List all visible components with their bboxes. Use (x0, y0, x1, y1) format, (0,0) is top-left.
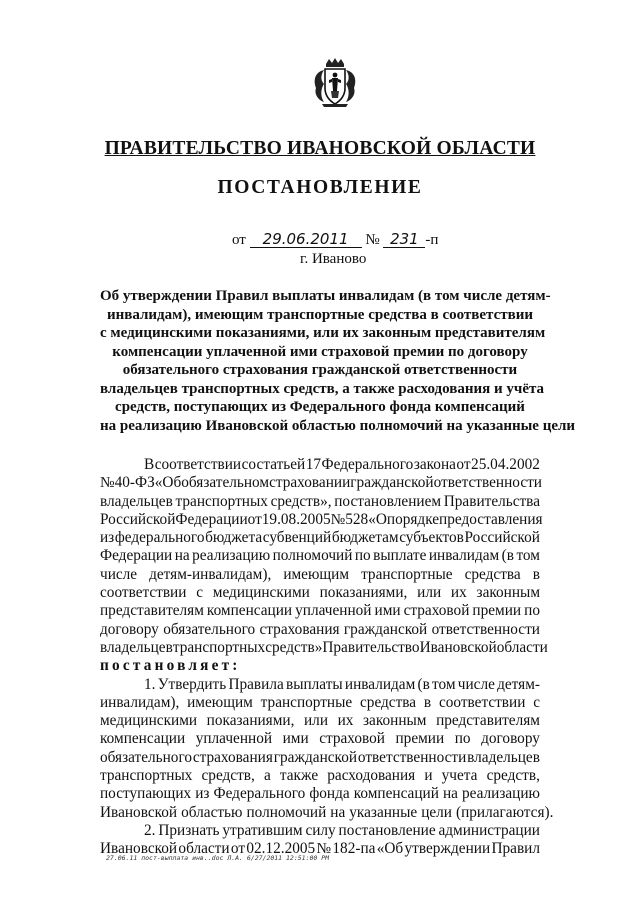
word: на (174, 547, 190, 565)
word: медицинскими (100, 712, 198, 730)
word: постановлением (334, 492, 442, 510)
word: закона (413, 456, 456, 473)
word: также (279, 767, 319, 785)
word: фонда (309, 785, 350, 803)
word: (прилагаются). (455, 803, 554, 821)
word: бюджета (205, 529, 263, 547)
word: Правительства (443, 492, 540, 510)
word: транспортных (175, 492, 268, 510)
preamble-line (100, 602, 540, 620)
word: 25.04.2002 (471, 456, 540, 473)
word: инвалидам (344, 675, 416, 693)
heading-line: инвалидам), имеющим транспортные средства в соответствии (106, 306, 534, 323)
word: представителям (100, 602, 204, 620)
word: с (533, 693, 540, 711)
word: Ивановской (419, 638, 497, 656)
word: ответственности (433, 474, 542, 492)
word: Федерации (100, 547, 173, 565)
word: имеющим (283, 565, 350, 583)
word: владельцев (100, 492, 173, 510)
document-number: 231 (383, 232, 425, 248)
word: инвалидам (428, 547, 500, 565)
heading-line: Об утверждении Правил выплаты инвалидам (в том числе детям- (100, 288, 551, 304)
word: страховании (269, 474, 351, 492)
word: гражданской (343, 620, 428, 638)
word: или (304, 712, 329, 730)
word: премии (395, 730, 445, 748)
word: показаниями, (206, 712, 295, 730)
government-title: ПРАВИТЕЛЬСТВО ИВАНОВСКОЙ ОБЛАСТИ (104, 138, 536, 159)
word: (в (501, 547, 514, 565)
city: г. Иваново (300, 251, 367, 267)
word: 528 (345, 510, 369, 528)
word: средств, (201, 767, 255, 785)
word: статьей (256, 456, 306, 473)
word: на (442, 785, 458, 803)
word: (в (417, 675, 430, 693)
word: цели (421, 803, 452, 821)
word: Утвердить (157, 675, 227, 693)
word: владельцев (467, 748, 540, 766)
preamble-line (100, 510, 543, 529)
preamble-line (100, 621, 540, 639)
word: субвенций (262, 529, 332, 547)
word: ответственности (357, 748, 467, 766)
word: выплаты (285, 675, 343, 693)
word: Признать (158, 821, 220, 839)
word: а (263, 767, 271, 785)
word: в (423, 693, 432, 711)
word: 19.08.2005 (261, 510, 331, 528)
number-suffix: -п (425, 232, 439, 248)
item1-line (100, 676, 540, 694)
heading-line: на реализацию Ивановской областью полномочий на указанные цели (100, 417, 576, 434)
item1-line (100, 749, 540, 767)
word: гражданской (273, 748, 358, 766)
item1-line (100, 785, 540, 803)
decree-word: постановляет: (100, 657, 241, 675)
word: выплате (373, 547, 427, 565)
date-number-line (232, 232, 438, 249)
word: области (496, 638, 548, 656)
item1-line (100, 730, 540, 748)
word: от (230, 840, 246, 858)
word: силу (305, 821, 336, 839)
word: уплаченной (295, 602, 372, 620)
word: том (516, 547, 540, 565)
heading-line: обязательного страхования гражданской ответственности (122, 362, 518, 378)
word: из (100, 529, 115, 547)
word: «О (368, 510, 387, 528)
heading-line: компенсации уплаченной ими страховой премии по договору (112, 343, 528, 360)
word: ими (374, 602, 401, 620)
word: числе (457, 675, 495, 693)
heading-line: с медицинскими показаниями, или их законным представителям (100, 325, 546, 341)
word: соответствии (154, 456, 242, 473)
word: № (316, 840, 332, 858)
word: ответственности (431, 620, 540, 638)
word: 1. (144, 675, 156, 693)
word: компенсации (100, 730, 186, 748)
word: и (424, 767, 433, 785)
word: уплаченной (195, 730, 273, 748)
word: предоставления (439, 510, 543, 528)
preamble-line (100, 493, 540, 511)
heading-line: средств, поступающих из Федерального фонда компенсаций (115, 399, 525, 415)
word: средств», (270, 492, 332, 510)
word: № (330, 510, 346, 528)
document-heading (100, 287, 576, 435)
word: обязательного (163, 620, 256, 638)
word: страховой (403, 602, 470, 620)
heading-line: владельцев транспортных средств, а также расходования и учёта (100, 380, 545, 397)
word: № (100, 474, 115, 492)
coat-of-arms-icon (312, 58, 358, 108)
word: области (178, 840, 230, 858)
word: поступающих (100, 785, 192, 803)
preamble-line (100, 584, 540, 602)
preamble-line (100, 456, 540, 474)
word: порядке (386, 510, 440, 528)
word: от (456, 456, 471, 473)
word: утратившим (222, 821, 303, 839)
word: их (450, 584, 467, 602)
word: Правил (491, 840, 540, 858)
word: средств, (486, 767, 540, 785)
word: «Об (376, 840, 404, 858)
word: соответствии (100, 584, 187, 602)
item1-line (100, 712, 540, 730)
word: Ивановской (100, 840, 178, 858)
preamble-line (100, 547, 540, 565)
word: средств» (265, 638, 323, 656)
preamble-line (100, 529, 540, 547)
preamble-line (100, 638, 548, 657)
word: инвалидам), (100, 693, 180, 711)
word: компенсации (206, 602, 293, 620)
item1-line (100, 767, 540, 785)
word: ими (282, 730, 309, 748)
word: Правила (228, 675, 284, 693)
word: страхования (259, 620, 340, 638)
word: 02.12.2005 (246, 840, 316, 858)
word: расходования (327, 767, 416, 785)
word: обязательном (181, 474, 270, 492)
word: Правительство (322, 638, 420, 656)
word: транспортные (361, 565, 453, 583)
word: гражданской (350, 474, 434, 492)
date-prefix: от (232, 232, 246, 248)
file-footer: 27.06.11 пост-выплата инв..doc Л.А. 6/27/2011 12:51:00 PM (106, 854, 330, 862)
word: законным (363, 712, 427, 730)
item1-line (100, 803, 554, 822)
word: с (196, 584, 203, 602)
word: утверждении (404, 840, 491, 858)
word: владельцев (100, 638, 173, 656)
word: средства (360, 693, 417, 711)
word: премии (472, 602, 522, 620)
item1-line (100, 694, 540, 712)
word: или (417, 584, 442, 602)
word: областью (181, 803, 243, 821)
word: транспортные (260, 693, 353, 711)
word: соответствии (438, 693, 526, 711)
word: транспортных (172, 638, 266, 656)
word: указанные (349, 803, 418, 821)
word: Ивановской (100, 803, 178, 821)
item2-line (100, 822, 540, 840)
word: компенсаций (353, 785, 439, 803)
word: имеющим (187, 693, 253, 711)
word: полномочий (246, 803, 327, 821)
word: показаниями, (319, 584, 408, 602)
word: страхования (192, 748, 273, 766)
word: по (454, 730, 471, 748)
word: детям- (497, 675, 540, 693)
word: реализацию (192, 547, 271, 565)
body-text (100, 456, 554, 859)
word: по (354, 547, 371, 565)
word: детям-инвалидам), (149, 565, 272, 583)
word: реализацию (461, 785, 540, 803)
word: постановление (338, 821, 436, 839)
preamble-line (100, 474, 540, 492)
document-type: ПОСТАНОВЛЕНИЕ (217, 177, 423, 198)
word: 40-ФЗ (114, 474, 155, 492)
word: Федерального (321, 456, 414, 473)
word: медицинскими (212, 584, 310, 602)
word: из (195, 785, 210, 803)
word: числе (100, 565, 138, 583)
word: учета (441, 767, 478, 785)
word: Федерального (213, 785, 306, 803)
word: федерального (114, 529, 205, 547)
word: от (247, 510, 262, 528)
word: «Об (154, 474, 182, 492)
word: представителям (436, 712, 540, 730)
word: Российской (464, 529, 540, 547)
word: их (337, 712, 354, 730)
word: обязательного (100, 748, 192, 766)
document-date: 29.06.2011 (250, 232, 362, 248)
word: В (144, 456, 155, 473)
word: полномочий (272, 547, 353, 565)
word: со (241, 456, 257, 473)
word: транспортных (100, 767, 193, 785)
word: том (432, 675, 456, 693)
word: 2. (144, 821, 156, 839)
preamble-line (100, 566, 540, 584)
word: договору (481, 730, 540, 748)
word: 182-па (332, 840, 376, 858)
number-sign: № (365, 232, 380, 248)
word: бюджетам (331, 529, 399, 547)
word: 17 (305, 456, 322, 473)
word: договору (100, 620, 159, 638)
word: законным (476, 584, 540, 602)
word: в (532, 565, 540, 583)
word: страховой (319, 730, 385, 748)
word: средства (464, 565, 521, 583)
word: по (524, 602, 540, 620)
word: Российской (100, 510, 176, 528)
word: Федерации (175, 510, 248, 528)
word: администрации (438, 821, 540, 839)
word: на (330, 803, 346, 821)
word: субъектов (399, 529, 464, 547)
